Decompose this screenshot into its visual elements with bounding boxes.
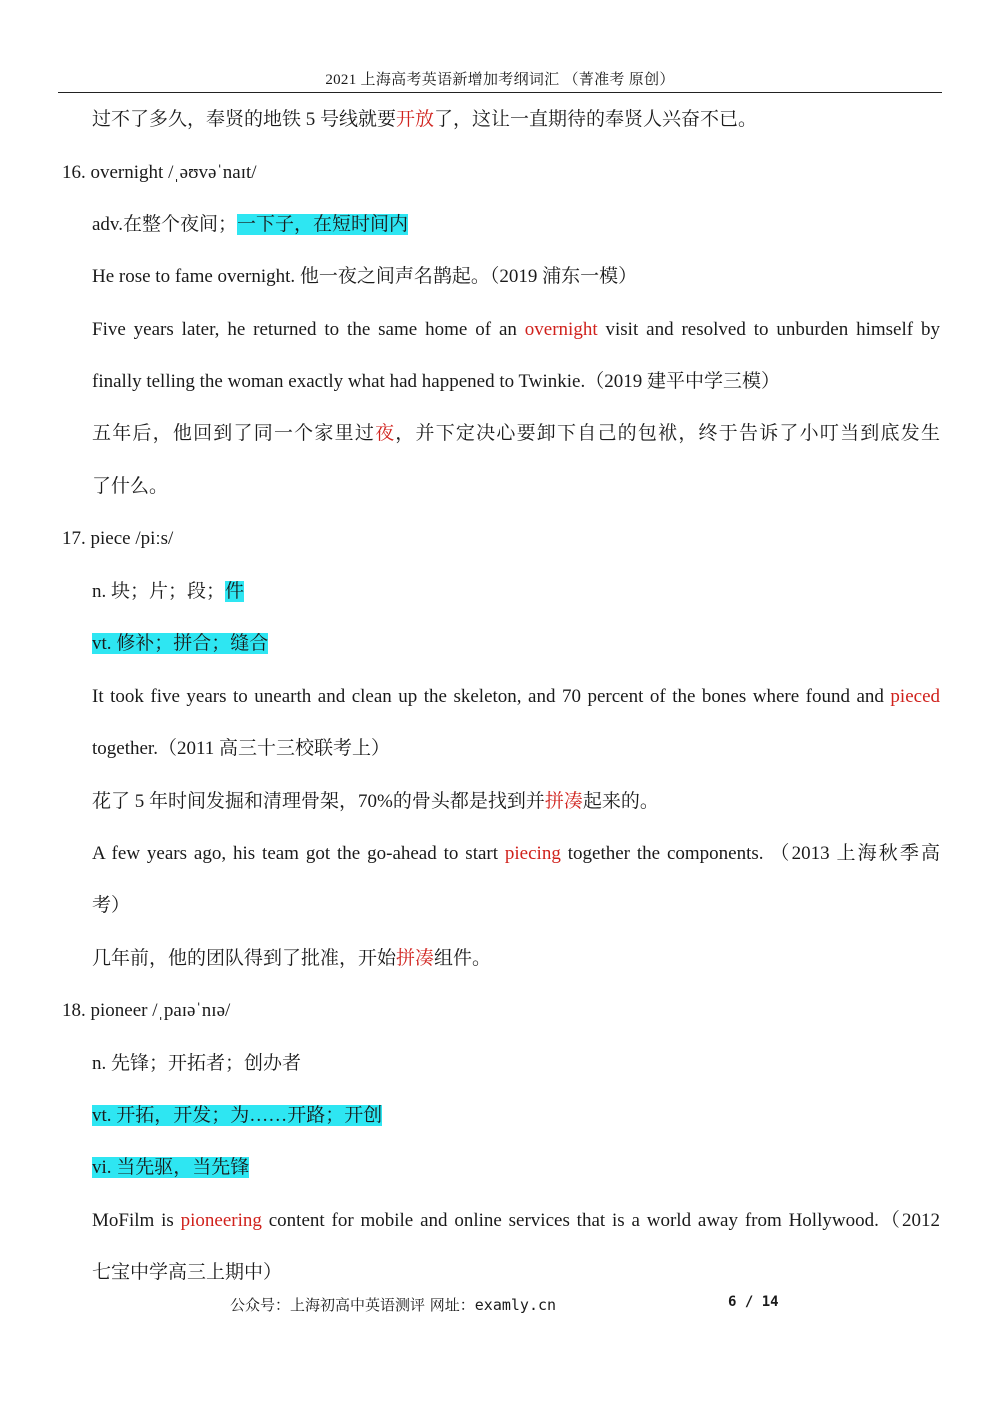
entry-18-pos-vi xyxy=(92,1155,249,1181)
entry-18-headword: 18. pioneer /ˌpaɪəˈnɪə/ xyxy=(62,1000,231,1021)
new-meaning-highlight: vt. 开拓，开发；为……开路；开创 xyxy=(92,1105,383,1126)
new-meaning-highlight: vt. 修补；拼合；缝合 xyxy=(92,633,269,654)
entry-16-headword: 16. overnight /ˌəʊvəˈnaɪt/ xyxy=(62,162,257,183)
entry-18-pos-vt xyxy=(92,1103,382,1129)
header-divider xyxy=(58,92,942,93)
entry-18-example-1: MoFilm is pioneering content for mobile and online services that is a world away from Hollywood.（2012 xyxy=(92,1210,940,1231)
keyword-highlight: 拼凑 xyxy=(544,791,583,812)
keyword-highlight: 夜 xyxy=(375,423,396,444)
keyword-highlight: pioneering xyxy=(180,1210,262,1231)
footer-website: examly.cn xyxy=(474,1296,557,1314)
prev-entry-translation: 过不了多久，奉贤的地铁 5 号线就要开放了，这让一直期待的奉贤人兴奋不已。 xyxy=(92,109,758,130)
new-meaning-highlight: 一下子，在短时间内 xyxy=(236,214,408,235)
entry-16-pos: adv.在整个夜间；一下子，在短时间内 xyxy=(92,214,408,235)
new-meaning-highlight: vi. 当先驱，当先锋 xyxy=(92,1157,250,1178)
entry-17-pos-verb xyxy=(92,631,268,657)
entry-16-example-2-cont: finally telling the woman exactly what had happened to Twinkie.（2019 建平中学三模） xyxy=(92,371,780,392)
entry-17-headword: 17. piece /piːs/ xyxy=(62,528,174,549)
entry-18-pos-noun: n. 先锋；开拓者；创办者 xyxy=(92,1053,302,1074)
entry-16-example-2: Five years later, he returned to the same home of an overnight visit and resolved to unburden himself by xyxy=(92,319,940,340)
entry-17-pos-noun: n. 块；片；段；件 xyxy=(92,581,245,602)
keyword-highlight: 开放 xyxy=(396,109,435,130)
entry-18-example-1-cont: 七宝中学高三上期中） xyxy=(92,1262,283,1283)
new-meaning-highlight: 件 xyxy=(225,581,245,602)
entry-16-example-1: He rose to fame overnight. 他一夜之间声名鹊起。（2019 浦东一模） xyxy=(92,266,638,287)
entry-17-translation-2: 几年前，他的团队得到了批准，开始拼凑组件。 xyxy=(92,948,492,969)
keyword-highlight: pieced xyxy=(890,686,940,707)
entry-16-translation-2: 五年后，他回到了同一个家里过夜，并下定决心要卸下自己的包袱，终于告诉了小叮当到底发生 xyxy=(92,423,940,444)
entry-16-translation-2-cont: 了什么。 xyxy=(92,476,169,497)
page-number: 6 / 14 xyxy=(728,1294,779,1310)
footer-contact: 公众号：上海初高中英语测评 网址：examly.cn xyxy=(230,1296,557,1314)
entry-17-example-1-cont: together.（2011 高三十三校联考上） xyxy=(92,738,390,759)
keyword-highlight: 拼凑 xyxy=(396,948,435,969)
keyword-highlight: overnight xyxy=(524,319,598,340)
page-header: 2021 上海高考英语新增加考纲词汇 （菁准考 原创） xyxy=(325,72,675,88)
keyword-highlight: piecing xyxy=(504,843,561,864)
entry-17-translation-1: 花了 5 年时间发掘和清理骨架，70%的骨头都是找到并拼凑起来的。 xyxy=(92,791,659,812)
entry-17-example-1: It took five years to unearth and clean up the skeleton, and 70 percent of the bones where found and pieced xyxy=(92,686,940,707)
entry-17-example-2: A few years ago, his team got the go-ahead to start piecing together the components. （2013 上海秋季高 xyxy=(92,843,941,864)
entry-17-example-2-cont: 考） xyxy=(92,895,131,916)
